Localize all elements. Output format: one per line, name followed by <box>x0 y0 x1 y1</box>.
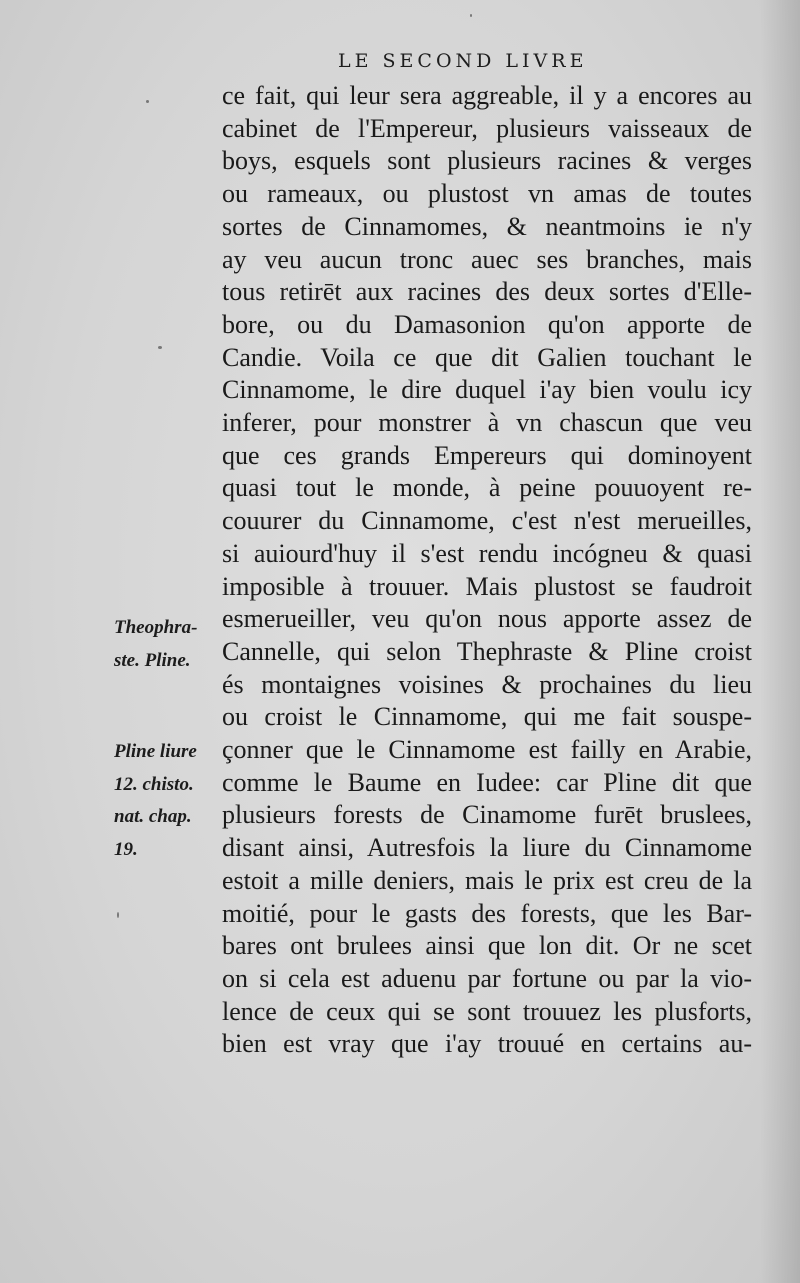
text-line: ou rameaux, ou plustost vn amas de toutes <box>222 179 752 209</box>
text-line: estoit a mille deniers, mais le prix est creu de la <box>222 865 752 895</box>
marginal-note-line: Pline liure <box>114 741 197 762</box>
marginal-note <box>114 612 226 677</box>
text-line: bien est vray que i'ay trouué en certains au- <box>222 1029 752 1059</box>
text-line: quasi tout le monde, à peine pouuoyent re- <box>222 473 752 503</box>
text-line: cabinet de l'Empereur, plusieurs vaisseaux de <box>222 113 752 143</box>
text-line: ce fait, qui leur sera aggreable, il y a encores au <box>222 81 752 110</box>
paper-speck <box>470 14 472 17</box>
marginal-note-line: nat. chap. <box>114 806 192 828</box>
body-text <box>222 80 762 1061</box>
marginal-note-line: 19. <box>114 839 138 861</box>
page-edge-shadow <box>760 0 800 1283</box>
text-line: lence de ceux qui se sont trouuez les plusforts, <box>222 996 752 1026</box>
text-line: ay veu aucun tronc auec ses branches, mais <box>222 244 752 274</box>
text-line: imposible à trouuer. Mais plustost se faudroit <box>222 571 752 601</box>
text-line: ou croist le Cinnamome, qui me fait souspe- <box>222 702 752 732</box>
text-line: Cinnamome, le dire duquel i'ay bien voulu icy <box>222 375 752 405</box>
text-line: Candie. Voila ce que dit Galien touchant le <box>222 342 752 372</box>
paper-speck <box>158 346 162 349</box>
text-line: couurer du Cinnamome, c'est n'est merueilles, <box>222 506 752 536</box>
marginal-note-line: Theophra- <box>114 617 198 638</box>
paper-speck <box>117 912 119 918</box>
text-line: bore, ou du Damasonion qu'on apporte de <box>222 309 752 339</box>
text-line: on si cela est aduenu par fortune ou par la vio- <box>222 963 752 993</box>
text-line: és montaignes voisines & prochaines du lieu <box>222 669 752 699</box>
text-line: çonner que le Cinnamome est failly en Arabie, <box>222 735 752 765</box>
text-line: si auiourd'huy il s'est rendu incógneu & quasi <box>222 538 752 568</box>
text-line: esmerueiller, veu qu'on nous apporte assez de <box>222 604 752 634</box>
text-line: inferer, pour monstrer à vn chascun que veu <box>222 408 752 438</box>
text-line: bares ont brulees ainsi que lon dit. Or ne scet <box>222 931 752 961</box>
marginal-note-line: 12. chisto. <box>114 773 194 795</box>
text-line: Cannelle, qui selon Thephraste & Pline croist <box>222 636 752 666</box>
text-line: plusieurs forests de Cinamome furēt bruslees, <box>222 800 752 830</box>
marginal-note-line: ste. Pline. <box>114 649 191 671</box>
text-line: tous retirēt aux racines des deux sortes d'Elle- <box>222 277 752 307</box>
text-line: comme le Baume en Iudee: car Pline dit que <box>222 767 752 797</box>
paper-speck <box>146 100 149 103</box>
running-head: LE SECOND LIVRE <box>338 50 588 72</box>
text-line: que ces grands Empereurs qui dominoyent <box>222 440 752 470</box>
text-line: sortes de Cinnamomes, & neantmoins ie n'y <box>222 211 752 241</box>
text-line: moitié, pour le gasts des forests, que les Bar- <box>222 898 752 928</box>
text-line: disant ainsi, Autresfois la liure du Cinnamome <box>222 833 752 863</box>
marginal-note <box>114 736 226 867</box>
text-line: boys, esquels sont plusieurs racines & verges <box>222 146 752 176</box>
